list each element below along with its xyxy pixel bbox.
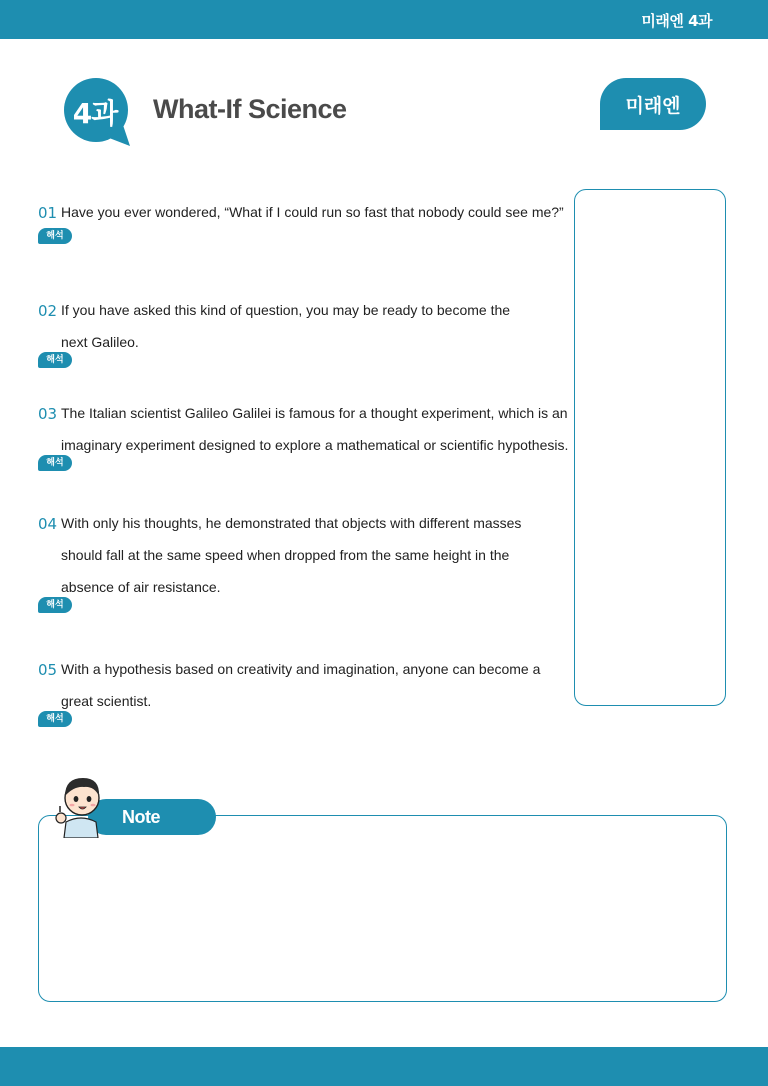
explain-tag: 해석 <box>38 352 72 368</box>
sentence-text: With only his thoughts, he demonstrated that objects with different masses should fall at the same speed when dropped from the same height in the absence of air resistance. <box>61 515 522 595</box>
explain-tag: 해석 <box>38 597 72 613</box>
sentence-number: 04 <box>38 515 58 533</box>
explain-tag: 해석 <box>38 455 72 471</box>
explain-tag: 해석 <box>38 228 72 244</box>
bottom-bar <box>0 1047 768 1086</box>
note-label: Note <box>122 807 160 827</box>
sentence-text: If you have asked this kind of question, you may be ready to become the next Galileo. <box>61 302 511 350</box>
top-bar <box>0 0 768 39</box>
side-memo-box <box>574 189 726 706</box>
sentence-number: 02 <box>38 302 58 320</box>
lesson-badge <box>64 78 130 144</box>
top-bar-label: 미래엔 4과 <box>641 12 712 30</box>
brand-label: 미래엔 <box>625 95 681 117</box>
sentence-number: 03 <box>38 405 58 423</box>
sentence-text: With a hypothesis based on creativity and imagination, anyone can become a great scientist. <box>61 661 541 709</box>
sentence-text: Have you ever wondered, “What if I could run so fast that nobody could see me?” <box>61 204 564 220</box>
note-box <box>38 815 727 1002</box>
brand-bubble <box>600 78 706 132</box>
page-title: What-If Science <box>153 94 347 124</box>
sentence-number: 01 <box>38 204 58 222</box>
sentence-text: The Italian scientist Galileo Galilei is famous for a thought experiment, which is an imaginary experiment designed to explore a mathematical or scientific hypothesis. <box>61 405 569 453</box>
explain-tag: 해석 <box>38 711 72 727</box>
sentence-number: 05 <box>38 661 58 679</box>
boy-mascot-icon <box>52 772 110 838</box>
lesson-number: 4과 <box>72 97 118 130</box>
